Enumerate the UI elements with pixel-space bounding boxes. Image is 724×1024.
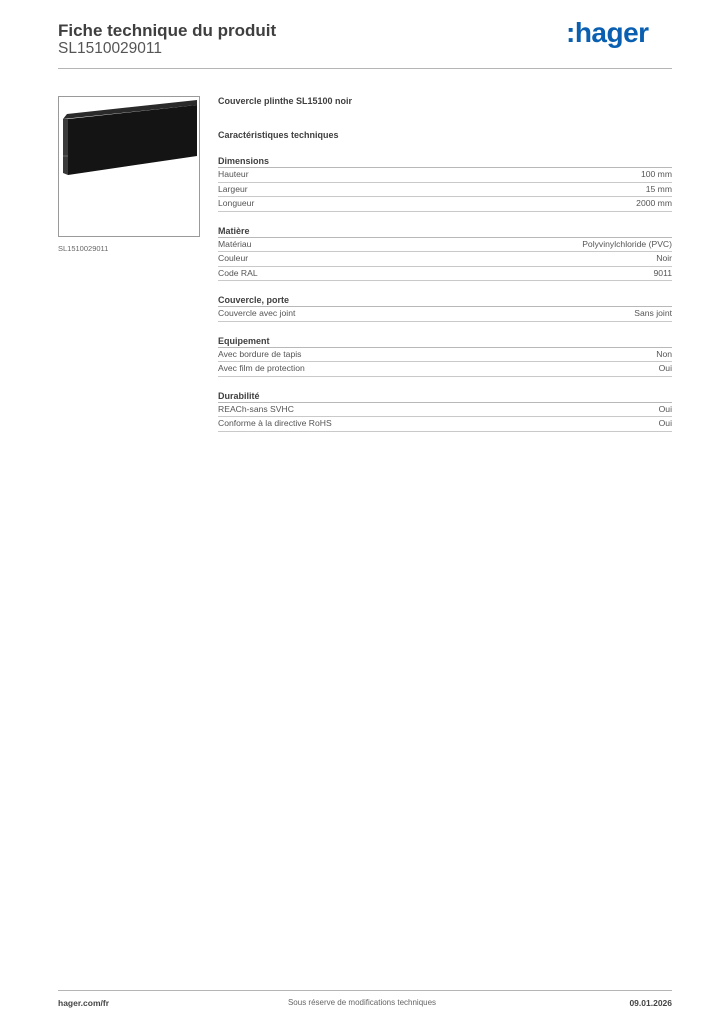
specifications-section (218, 95, 672, 432)
product-image-frame (58, 96, 200, 237)
spec-value: Oui (658, 418, 672, 428)
spec-label: Longueur (218, 198, 255, 208)
spec-value: Non (656, 348, 672, 359)
spec-row (218, 362, 672, 377)
footer-divider (58, 990, 672, 991)
spec-label: Conforme à la directive RoHS (218, 418, 332, 428)
spec-group-couvercle (218, 294, 672, 322)
spec-row (218, 252, 672, 267)
spec-group-title: Matière (218, 225, 672, 238)
spec-value: 9011 (653, 267, 672, 278)
spec-label: Hauteur (218, 169, 249, 179)
spec-row (218, 417, 672, 432)
footer-disclaimer: Sous réserve de modifications techniques (287, 998, 437, 1007)
spec-value: Oui (658, 403, 672, 414)
spec-group-equipement (218, 335, 672, 377)
spec-value: 15 mm (645, 183, 672, 194)
spec-row (218, 197, 672, 212)
spec-value: Polyvinylchloride (PVC) (582, 238, 672, 249)
spec-label: Largeur (218, 183, 248, 194)
spec-group-title: Durabilité (218, 390, 672, 403)
spec-label: Couvercle avec joint (218, 308, 296, 318)
product-reference: SL1510029011 (58, 40, 163, 57)
spec-row (218, 348, 672, 363)
spec-group-durabilite (218, 390, 672, 432)
hager-logo: :hager (566, 17, 649, 48)
product-side-edge (63, 119, 68, 175)
spec-group-title: Couvercle, porte (218, 294, 672, 307)
spec-label: Code RAL (218, 267, 258, 278)
spec-label: Avec bordure de tapis (218, 348, 302, 359)
header-divider (58, 68, 672, 69)
spec-row (218, 403, 672, 418)
footer-date: 09.01.2026 (629, 998, 672, 1008)
spec-group-title: Dimensions (218, 155, 672, 168)
spec-value: Sans joint (634, 308, 672, 318)
spec-group-title: Equipement (218, 335, 672, 348)
spec-value: Oui (658, 363, 672, 373)
spec-group-matiere (218, 225, 672, 282)
spec-value: Noir (656, 253, 672, 263)
spec-value: 2000 mm (636, 198, 672, 208)
image-caption: SL1510029011 (58, 244, 109, 253)
document-title: Fiche technique du produit (58, 21, 277, 40)
spec-value: 100 mm (640, 169, 672, 179)
spec-label: Couleur (218, 253, 249, 263)
spec-label: Matériau (218, 238, 252, 249)
spec-row (218, 183, 672, 198)
product-image (59, 97, 199, 236)
spec-row (218, 307, 672, 322)
spec-label: Avec film de protection (218, 363, 305, 373)
specs-heading: Caractéristiques techniques (218, 130, 339, 140)
spec-row (218, 168, 672, 183)
spec-label: REACh-sans SVHC (218, 403, 294, 414)
spec-row (218, 238, 672, 253)
product-name: Couvercle plinthe SL15100 noir (218, 96, 353, 106)
spec-row (218, 267, 672, 282)
spec-group-dimensions (218, 155, 672, 212)
footer-website-link[interactable]: hager.com/fr (58, 998, 110, 1008)
